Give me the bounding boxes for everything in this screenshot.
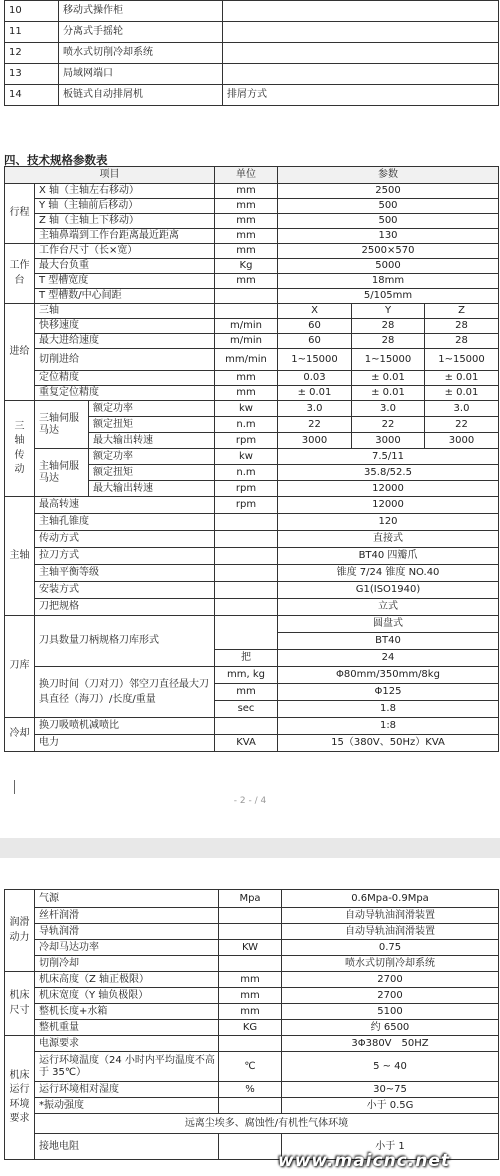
spec-value: 0.03 (278, 371, 352, 386)
spec-label: 机床高度（Z 轴正极限） (35, 972, 219, 988)
spec-label: 丝杆润滑 (35, 908, 219, 924)
spec-value: 5 ~ 40 (282, 1052, 499, 1082)
group-label: 润滑动力 (5, 890, 35, 972)
spec-label: 最大台负重 (35, 259, 215, 274)
spec-unit (215, 289, 278, 304)
spec-value: ± 0.01 (352, 371, 425, 386)
spec-unit: % (219, 1082, 282, 1098)
spec-unit (219, 1098, 282, 1114)
spec-value: 1~15000 (278, 349, 352, 371)
table-row (5, 616, 499, 633)
spec-value: 3000 (425, 433, 499, 449)
spec-value: 直接式 (278, 531, 499, 548)
spec-unit (215, 304, 278, 319)
spec-unit (219, 956, 282, 972)
spec-value: 5/105mm (278, 289, 499, 304)
item-note (223, 1, 499, 22)
spec-value: 22 (425, 417, 499, 433)
table-row (5, 1036, 499, 1052)
spec-unit: mm, kg (215, 667, 278, 684)
row-number: 13 (5, 64, 59, 85)
spec-label: 运行环境温度（24 小时内平均温度不高于 35℃） (35, 1052, 219, 1082)
spec-unit: mm (215, 274, 278, 289)
table-row (5, 1004, 499, 1020)
table-row (5, 718, 499, 735)
spec-label: Y 轴（主轴前后移动） (35, 199, 215, 214)
table-row (5, 908, 499, 924)
spec-unit: mm (219, 1004, 282, 1020)
group-label: 刀库 (5, 616, 35, 718)
table-row (5, 514, 499, 531)
header-unit: 单位 (215, 167, 278, 184)
spec-value: BT40 四瓣爪 (278, 548, 499, 565)
table-row (5, 449, 499, 465)
spec-value: 1~15000 (352, 349, 425, 371)
spec-value: 2700 (282, 972, 499, 988)
spec-unit: mm (215, 371, 278, 386)
spec-value: 自动导轨油润滑装置 (282, 908, 499, 924)
spec-value: 小于 0.5G (282, 1098, 499, 1114)
spec-value: 35.8/52.5 (278, 465, 499, 481)
spec-value: Z (425, 304, 499, 319)
spec-unit: KG (219, 1020, 282, 1036)
subgroup-label: 主轴伺服马达 (35, 449, 89, 497)
table-row (5, 259, 499, 274)
spec-unit (215, 514, 278, 531)
spec-unit (215, 531, 278, 548)
spec-label: 整机长度+水箱 (35, 1004, 219, 1020)
spec-value: ± 0.01 (425, 386, 499, 401)
spec-value: 28 (352, 334, 425, 349)
item-note (223, 43, 499, 64)
table-row (5, 940, 499, 956)
spec-value: 12000 (278, 481, 499, 497)
spec-note: 远离尘埃多、腐蚀性/有机性气体环境 (35, 1114, 499, 1134)
spec-label: 额定扭矩 (89, 417, 215, 433)
spec-value: 小于 1 (282, 1134, 499, 1160)
spec-unit: mm (215, 229, 278, 244)
spec-value: 7.5/11 (278, 449, 499, 465)
spec-value: Φ125 (278, 684, 499, 701)
spec-value: 自动导轨油润滑装置 (282, 924, 499, 940)
item-name: 喷水式切削冷却系统 (59, 43, 223, 64)
spec-value: 28 (425, 319, 499, 334)
table-row (5, 972, 499, 988)
accessory-row (5, 64, 499, 85)
spec-value: G1(ISO1940) (278, 582, 499, 599)
table-row (5, 371, 499, 386)
header-item: 项目 (5, 167, 215, 184)
spec-label: 换刀时间（刀对刀）邻空刀直径最大刀具直径（海刀）/长度/重量 (35, 667, 215, 718)
table-row (5, 229, 499, 244)
spec-label: 传动方式 (35, 531, 215, 548)
spec-value: Φ80mm/350mm/8kg (278, 667, 499, 684)
spec-unit (219, 1036, 282, 1052)
table-row (5, 1052, 499, 1082)
spec-unit: n.m (215, 417, 278, 433)
spec-label: 最大输出转速 (89, 481, 215, 497)
spec-label: 气源 (35, 890, 219, 908)
group-label-text: 三 轴 传 动 (14, 420, 25, 475)
watermark: www.maicnc.net (278, 1151, 450, 1171)
table-row (5, 735, 499, 752)
spec-table-continued (4, 889, 499, 1160)
spec-label: 额定功率 (89, 449, 215, 465)
spec-value: 500 (278, 199, 499, 214)
page-number: - 2 - / 4 (233, 796, 267, 806)
table-row (5, 599, 499, 616)
spec-unit: mm (215, 244, 278, 259)
table-row (5, 274, 499, 289)
spec-label: T 型槽宽度 (35, 274, 215, 289)
spec-table (4, 166, 499, 752)
spec-unit: kw (215, 401, 278, 417)
spec-label: 切削冷却 (35, 956, 219, 972)
spec-label: 最高转速 (35, 497, 215, 514)
item-note (223, 22, 499, 43)
spec-label: Z 轴（主轴上下移动） (35, 214, 215, 229)
spec-label: 工作台尺寸（长×宽） (35, 244, 215, 259)
spec-value: 120 (278, 514, 499, 531)
spec-label: 运行环境相对湿度 (35, 1082, 219, 1098)
table-row (5, 565, 499, 582)
spec-label: 主轴平衡等级 (35, 565, 215, 582)
spec-label: 额定扭矩 (89, 465, 215, 481)
spec-unit: rpm (215, 433, 278, 449)
spec-unit: m/min (215, 334, 278, 349)
spec-value: 3.0 (278, 401, 352, 417)
spec-label: 切削进给 (35, 349, 215, 371)
spec-value: 立式 (278, 599, 499, 616)
spec-unit: mm (215, 684, 278, 701)
spec-value: 22 (352, 417, 425, 433)
row-number: 10 (5, 1, 59, 22)
spec-value: ± 0.01 (278, 386, 352, 401)
table-row (5, 531, 499, 548)
table-row (5, 1114, 499, 1134)
table-row (5, 244, 499, 259)
group-label: 冷却 (5, 718, 35, 752)
spec-label: 重复定位精度 (35, 386, 215, 401)
table-row (5, 890, 499, 908)
spec-label: 安装方式 (35, 582, 215, 599)
header-params: 参数 (278, 167, 499, 184)
spec-value: Y (352, 304, 425, 319)
spec-value: ± 0.01 (352, 386, 425, 401)
spec-value: 0.75 (282, 940, 499, 956)
spec-value: 0.6Mpa-0.9Mpa (282, 890, 499, 908)
spec-unit (215, 718, 278, 735)
table-row (5, 184, 499, 199)
spec-value: 22 (278, 417, 352, 433)
spec-label: 快移速度 (35, 319, 215, 334)
group-label (5, 401, 35, 497)
table-row (5, 199, 499, 214)
row-number: 11 (5, 22, 59, 43)
spec-unit: rpm (215, 481, 278, 497)
text-cursor (14, 780, 15, 794)
accessory-row (5, 22, 499, 43)
spec-value: 5000 (278, 259, 499, 274)
spec-label: 额定功率 (89, 401, 215, 417)
spec-value: 2500 (278, 184, 499, 199)
accessory-row (5, 43, 499, 64)
table-row (5, 349, 499, 371)
spec-unit: ℃ (219, 1052, 282, 1082)
table-row (5, 304, 499, 319)
spec-unit: mm (215, 214, 278, 229)
spec-value: 1.8 (278, 701, 499, 718)
spec-label: 整机重量 (35, 1020, 219, 1036)
table-row (5, 334, 499, 349)
spec-label: 主轴鼻端到工作台距离最近距离 (35, 229, 215, 244)
spec-label: 三轴 (35, 304, 215, 319)
group-label: 机床运行环境要求 (5, 1036, 35, 1160)
table-row (5, 956, 499, 972)
spec-label: 最大进给速度 (35, 334, 215, 349)
table-row (5, 386, 499, 401)
spec-header-row (5, 167, 499, 184)
item-note (223, 64, 499, 85)
spec-unit (215, 582, 278, 599)
spec-label: 拉刀方式 (35, 548, 215, 565)
row-number: 12 (5, 43, 59, 64)
spec-label: 接地电阻 (35, 1134, 219, 1160)
spec-unit (215, 565, 278, 582)
item-name: 板链式自动排屑机 (59, 85, 223, 106)
section-title: 四、技术规格参数表 (4, 153, 108, 167)
spec-label: *振动强度 (35, 1098, 219, 1114)
spec-unit: mm (219, 988, 282, 1004)
accessory-table (4, 0, 499, 106)
spec-label: 机床宽度（Y 轴负极限） (35, 988, 219, 1004)
spec-value: 12000 (278, 497, 499, 514)
spec-value: 1:8 (278, 718, 499, 735)
table-row (5, 667, 499, 684)
spec-value: 28 (425, 334, 499, 349)
spec-unit (219, 908, 282, 924)
spec-value: 24 (278, 650, 499, 667)
group-label: 行程 (5, 184, 35, 244)
spec-label: 最大输出转速 (89, 433, 215, 449)
spec-value: 2700 (282, 988, 499, 1004)
spec-value: 60 (278, 319, 352, 334)
spec-unit (219, 1134, 282, 1160)
spec-unit: mm (215, 184, 278, 199)
table-row (5, 289, 499, 304)
spec-label: X 轴（主轴左右移动） (35, 184, 215, 199)
spec-value: 130 (278, 229, 499, 244)
spec-label: 冷却马达功率 (35, 940, 219, 956)
spec-value: 圆盘式 (278, 616, 499, 633)
row-number: 14 (5, 85, 59, 106)
spec-unit (215, 599, 278, 616)
spec-value: 1~15000 (425, 349, 499, 371)
spec-value: 30~75 (282, 1082, 499, 1098)
item-name: 移动式操作柜 (59, 1, 223, 22)
spec-unit: Kg (215, 259, 278, 274)
spec-unit: sec (215, 701, 278, 718)
spec-unit: m/min (215, 319, 278, 334)
group-label: 工作台 (5, 244, 35, 304)
table-row (5, 497, 499, 514)
spec-unit: KW (219, 940, 282, 956)
spec-label: 导轨润滑 (35, 924, 219, 940)
table-row (5, 1082, 499, 1098)
spec-value: 喷水式切削冷却系统 (282, 956, 499, 972)
spec-unit: 把 (215, 650, 278, 667)
spec-unit: KVA (215, 735, 278, 752)
spec-value: 锥度 7/24 锥度 NO.40 (278, 565, 499, 582)
spec-unit: Mpa (219, 890, 282, 908)
item-note: 排屑方式 (223, 85, 499, 106)
group-label: 主轴 (5, 497, 35, 616)
spec-value: 60 (278, 334, 352, 349)
accessory-row (5, 85, 499, 106)
table-row (5, 214, 499, 229)
spec-value: 3.0 (425, 401, 499, 417)
spec-unit (215, 548, 278, 565)
spec-label: 主轴孔锥度 (35, 514, 215, 531)
spec-unit (215, 616, 278, 650)
spec-label: 电源要求 (35, 1036, 219, 1052)
spec-label: 换刀吸喷机减喷比 (35, 718, 215, 735)
table-row (5, 924, 499, 940)
spec-label: 刀把规格 (35, 599, 215, 616)
spec-unit: mm (219, 972, 282, 988)
table-row (5, 1020, 499, 1036)
spec-label: T 型槽数/中心间距 (35, 289, 215, 304)
item-name: 分离式手摇轮 (59, 22, 223, 43)
spec-value: 3.0 (352, 401, 425, 417)
table-row (5, 319, 499, 334)
spec-value: 18mm (278, 274, 499, 289)
page-gap (0, 838, 500, 858)
spec-unit (219, 924, 282, 940)
spec-unit: kw (215, 449, 278, 465)
accessory-row (5, 1, 499, 22)
spec-unit: n.m (215, 465, 278, 481)
spec-value: 3000 (278, 433, 352, 449)
group-label: 机床尺寸 (5, 972, 35, 1036)
spec-value: 28 (352, 319, 425, 334)
spec-label: 定位精度 (35, 371, 215, 386)
spec-unit: mm (215, 386, 278, 401)
spec-value: 500 (278, 214, 499, 229)
table-row (5, 401, 499, 417)
spec-label: 电力 (35, 735, 215, 752)
group-label: 进给 (5, 304, 35, 401)
table-row (5, 548, 499, 565)
spec-value: 3Φ380V 50HZ (282, 1036, 499, 1052)
table-row (5, 1098, 499, 1114)
spec-label: 刀具数量刀柄规格刀库形式 (35, 616, 215, 667)
spec-value: BT40 (278, 633, 499, 650)
spec-value: X (278, 304, 352, 319)
spec-value: 约 6500 (282, 1020, 499, 1036)
spec-unit: mm (215, 199, 278, 214)
subgroup-label: 三轴伺服马达 (35, 401, 89, 449)
spec-value: 3000 (352, 433, 425, 449)
spec-value: ± 0.01 (425, 371, 499, 386)
spec-unit: mm/min (215, 349, 278, 371)
spec-value: 2500×570 (278, 244, 499, 259)
spec-value: 15（380V、50Hz）KVA (278, 735, 499, 752)
item-name: 局域网端口 (59, 64, 223, 85)
table-row (5, 582, 499, 599)
spec-value: 5100 (282, 1004, 499, 1020)
table-row (5, 988, 499, 1004)
spec-unit: rpm (215, 497, 278, 514)
